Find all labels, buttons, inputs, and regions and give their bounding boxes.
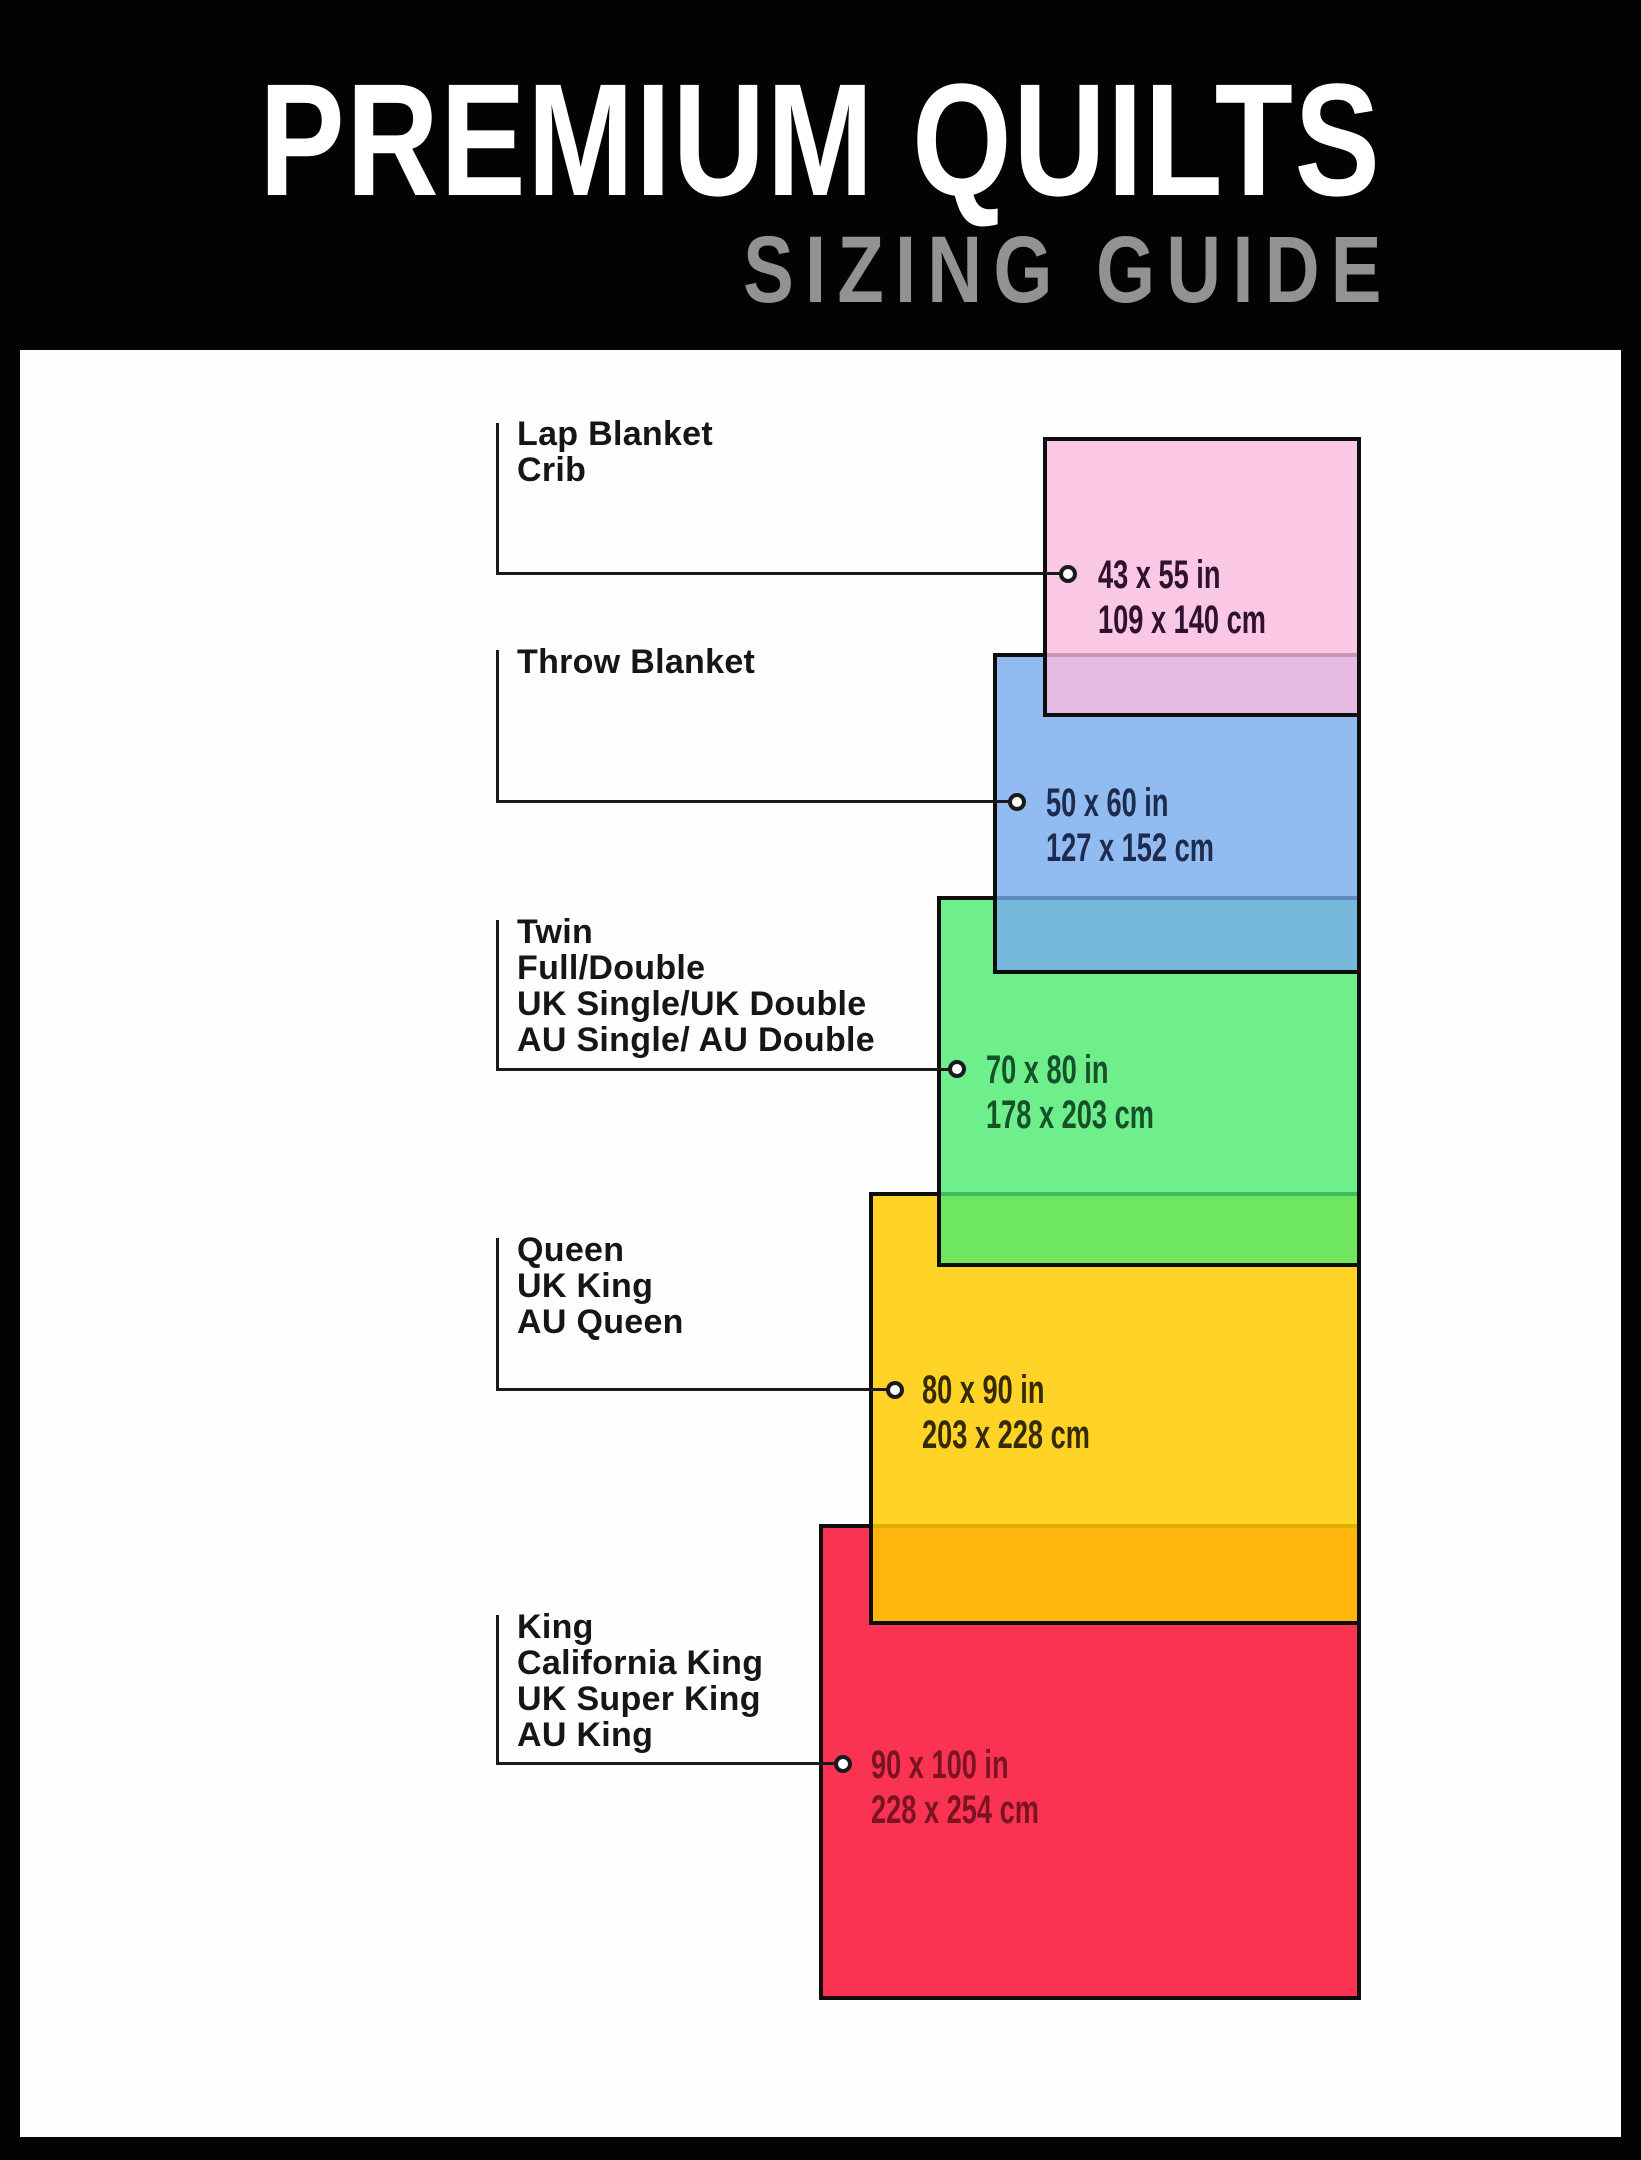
label-line: King xyxy=(517,1608,594,1646)
size-inches: 80 x 90 in xyxy=(922,1368,1045,1412)
size-inches: 50 x 60 in xyxy=(1046,781,1169,825)
connector-dot-lap xyxy=(1059,565,1077,583)
label-lap-crib xyxy=(517,416,713,488)
label-king xyxy=(517,1609,763,1753)
label-line: UK Super King xyxy=(517,1680,761,1718)
connector-line-throw xyxy=(496,800,1010,803)
size-centimeters: 203 x 228 cm xyxy=(922,1413,1090,1457)
size-text-king xyxy=(871,1743,1039,1833)
label-queen xyxy=(517,1232,684,1340)
label-line: Throw Blanket xyxy=(517,643,756,681)
size-centimeters: 109 x 140 cm xyxy=(1098,598,1266,642)
connector-line-king xyxy=(496,1762,837,1765)
label-line: AU King xyxy=(517,1716,654,1754)
label-line: Twin xyxy=(517,913,594,951)
size-text-queen xyxy=(922,1368,1090,1458)
size-inches: 70 x 80 in xyxy=(986,1048,1109,1092)
label-throw xyxy=(517,644,755,680)
label-line: California King xyxy=(517,1644,764,1682)
connector-dot-throw xyxy=(1008,793,1026,811)
title-block xyxy=(259,50,1393,323)
size-centimeters: 127 x 152 cm xyxy=(1046,826,1214,870)
connector-vertical-throw xyxy=(496,650,499,803)
label-line: Crib xyxy=(517,451,587,489)
page-title: PREMIUM QUILTS xyxy=(259,50,1382,229)
connector-line-twin xyxy=(496,1068,951,1071)
connector-line-queen xyxy=(496,1388,889,1391)
connector-vertical-queen xyxy=(496,1238,499,1391)
label-line: UK Single/UK Double xyxy=(517,985,867,1023)
size-inches: 90 x 100 in xyxy=(871,1743,1009,1787)
page-subtitle: SIZING GUIDE xyxy=(743,216,1393,323)
size-centimeters: 228 x 254 cm xyxy=(871,1788,1039,1832)
size-inches: 43 x 55 in xyxy=(1098,553,1221,597)
label-twin xyxy=(517,914,875,1058)
label-line: Queen xyxy=(517,1231,625,1269)
connector-vertical-twin xyxy=(496,920,499,1071)
connector-line-lap xyxy=(496,572,1061,575)
connector-dot-king xyxy=(834,1755,852,1773)
label-line: AU Queen xyxy=(517,1303,684,1341)
size-text-throw xyxy=(1046,781,1214,871)
connector-vertical-king xyxy=(496,1615,499,1765)
label-line: Full/Double xyxy=(517,949,706,987)
label-line: Lap Blanket xyxy=(517,415,714,453)
label-line: AU Single/ AU Double xyxy=(517,1021,875,1059)
connector-dot-twin xyxy=(948,1060,966,1078)
size-centimeters: 178 x 203 cm xyxy=(986,1093,1154,1137)
connector-dot-queen xyxy=(886,1381,904,1399)
header xyxy=(0,50,1641,323)
size-text-lap-crib xyxy=(1098,553,1266,643)
connector-vertical-lap xyxy=(496,423,499,575)
size-text-twin xyxy=(986,1048,1154,1138)
label-line: UK King xyxy=(517,1267,654,1305)
